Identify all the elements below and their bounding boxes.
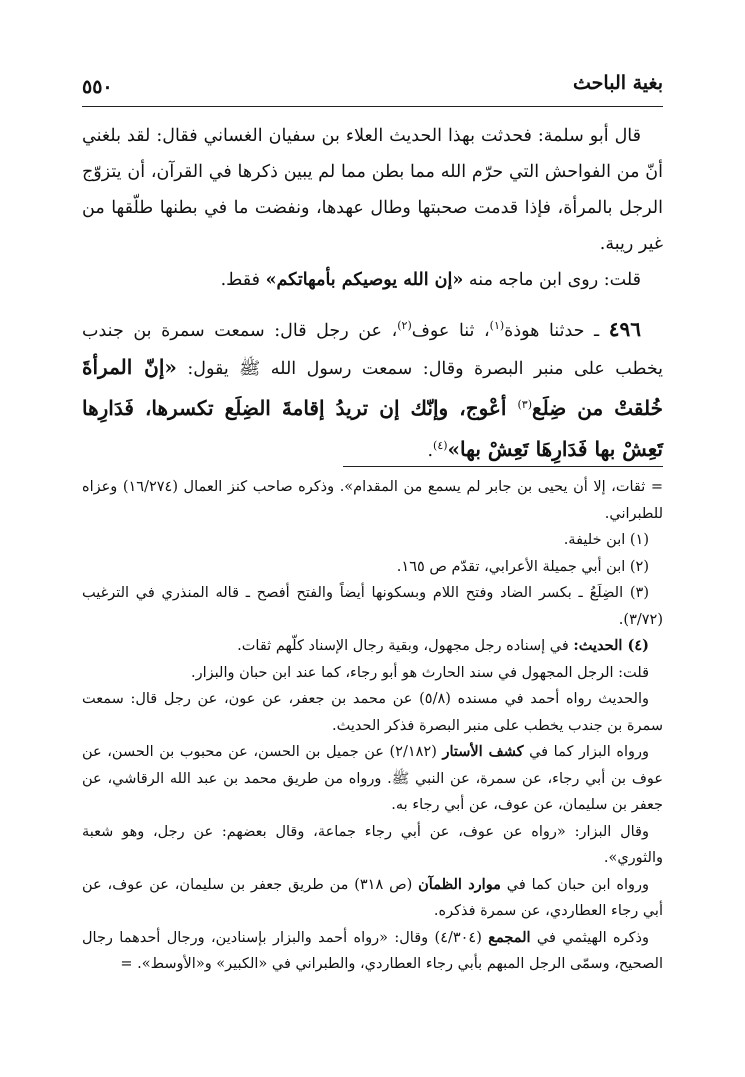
bazzar-text-c: (٢/١٨٢) عن جميل بن الحسن، عن محبوب بن الحسن، عن عوف بن أبي رجاء، عن سمرة، عن النبي ﷺ. ورواه من طريق محمد بن عبد الله الرقاشي، عن جعفر بن سليمان، عن عوف، عن أبي رجاء به. bbox=[82, 744, 663, 813]
hadith-matn-a: «إنّ المرأةَ خُلقتْ من ضِلَع bbox=[82, 354, 663, 420]
footnote-4-haythami bbox=[82, 925, 663, 978]
para2-text-b: فقط. bbox=[220, 270, 266, 290]
hadith-matn-b: أعْوج، وإنّك إن تريدُ إقامةَ الضِلَع تكسرها، فَدَارِها تَعِشْ بها فَدَارِهَا تَعِشْ بها» bbox=[82, 395, 663, 461]
hadith-496 bbox=[82, 308, 663, 468]
paragraph-ibn-majah bbox=[82, 262, 663, 298]
footnote-3: (٣) الضِلَعُ ـ بكسر الضاد وفتح اللام وبسكونها أيضاً والفتح أفصح ـ قاله المنذري في الترغيب (٣/٧٢). bbox=[82, 585, 663, 628]
footnote-4-text: في إسناده رجل مجهول، وبقية رجال الإسناد كلّهم ثقات. bbox=[237, 638, 574, 654]
hibban-text-c: (ص ٣١٨) من طريق جعفر بن سليمان، عن عوف، عن أبي رجاء العطاردي، عن سمرة فذكره. bbox=[82, 876, 663, 919]
hadith-isnad-b: ، ثنا عوف bbox=[411, 320, 490, 341]
footnote-ref-2[interactable]: (٢) bbox=[397, 319, 412, 332]
book-title: بغية الباحث bbox=[573, 72, 663, 94]
footnote-4-bazzar-quote: وقال البزار: «رواه عن عوف، عن أبي رجاء جماعة، وقال بعضهم: عن رجل، وهو شعبة والثوري». bbox=[82, 823, 663, 866]
hadith-number: ٤٩٦ bbox=[608, 316, 641, 341]
haythami-text-a: وذكره الهيثمي في bbox=[530, 929, 649, 946]
haythami-text-c: (٤/٣٠٤) وقال: «رواه أحمد والبزار بإسنادين، ورجال أحدهما رجال الصحيح، وسمّى الرجل المبهم بأبي رجاء العطاردي، والطبراني في «الكبير» و«الأوسط». = bbox=[82, 929, 663, 972]
page-number: ٥٥٠ bbox=[82, 76, 113, 98]
hadith-isnad-a: ـ حدثنا هوذة bbox=[504, 320, 609, 341]
footnote-1: (١) ابن خليفة. bbox=[563, 532, 649, 548]
footnote-4-ahmad: والحديث رواه أحمد في مسنده (٥/٨) عن محمد بن جعفر، عن عون، عن رجل قال: سمعت سمرة بن جندب يخطب على منبر البصرة فذكر الحديث. bbox=[82, 691, 663, 734]
footnote-4-label: (٤) الحديث: bbox=[573, 637, 649, 654]
hibban-text-a: ورواه ابن حبان كما في bbox=[500, 876, 650, 893]
main-text bbox=[82, 118, 663, 468]
hibban-book: موارد الظمآن bbox=[418, 875, 501, 893]
footnote-continuation: = ثقات، إلا أن يحيى بن جابر لم يسمع من المقدام». وذكره صاحب كنز العمال (١٦/٢٧٤) وعزاه للطبراني. bbox=[82, 479, 664, 522]
footnote-4-bazzar bbox=[82, 739, 663, 819]
running-header bbox=[82, 66, 663, 107]
footnote-ref-4[interactable]: (٤) bbox=[433, 438, 448, 452]
haythami-book: المجمع bbox=[488, 928, 531, 946]
footnote-2: (٢) ابن أبي جميلة الأعرابي، تقدّم ص ١٦٥. bbox=[396, 558, 649, 575]
para2-quote: «إن الله يوصيكم بأمهاتكم» bbox=[265, 270, 464, 290]
footnote-separator bbox=[343, 466, 663, 467]
footnote-4-note: قلت: الرجل المجهول في سند الحارث هو أبو رجاء، كما عند ابن حبان والبزار. bbox=[191, 664, 649, 681]
para2-text-a: قلت: روى ابن ماجه منه bbox=[463, 270, 641, 290]
footnote-ref-3[interactable]: (٣) bbox=[517, 397, 532, 411]
hadith-isnad-c: ، عن رجل قال: سمعت سمرة بن جندب يخطب على منبر البصرة وقال: سمعت رسول الله ﷺ يقول: bbox=[82, 320, 663, 379]
footnotes bbox=[82, 474, 663, 978]
bazzar-text-a: ورواه البزار كما في bbox=[523, 744, 649, 760]
footnote-4-ibn-hibban bbox=[82, 872, 663, 925]
paragraph-abu-salama: قال أبو سلمة: فحدثت بهذا الحديث العلاء بن سفيان الغساني فقال: لقد بلغني أنّ من الفواحش التي حرّم الله مما بطن مما لم يبين ذكرها في القرآن، أن يتزوّج الرجل بالمرأة، فإذا قدمت صحبتها وطال عهدها، ونفضت ما في بطنها طلّقها من غير ريبة. bbox=[82, 126, 663, 254]
footnote-ref-1[interactable]: (١) bbox=[489, 319, 505, 332]
hadith-end: . bbox=[427, 440, 434, 461]
bazzar-book: كشف الأستار bbox=[442, 743, 524, 760]
footnote-4 bbox=[82, 633, 663, 660]
